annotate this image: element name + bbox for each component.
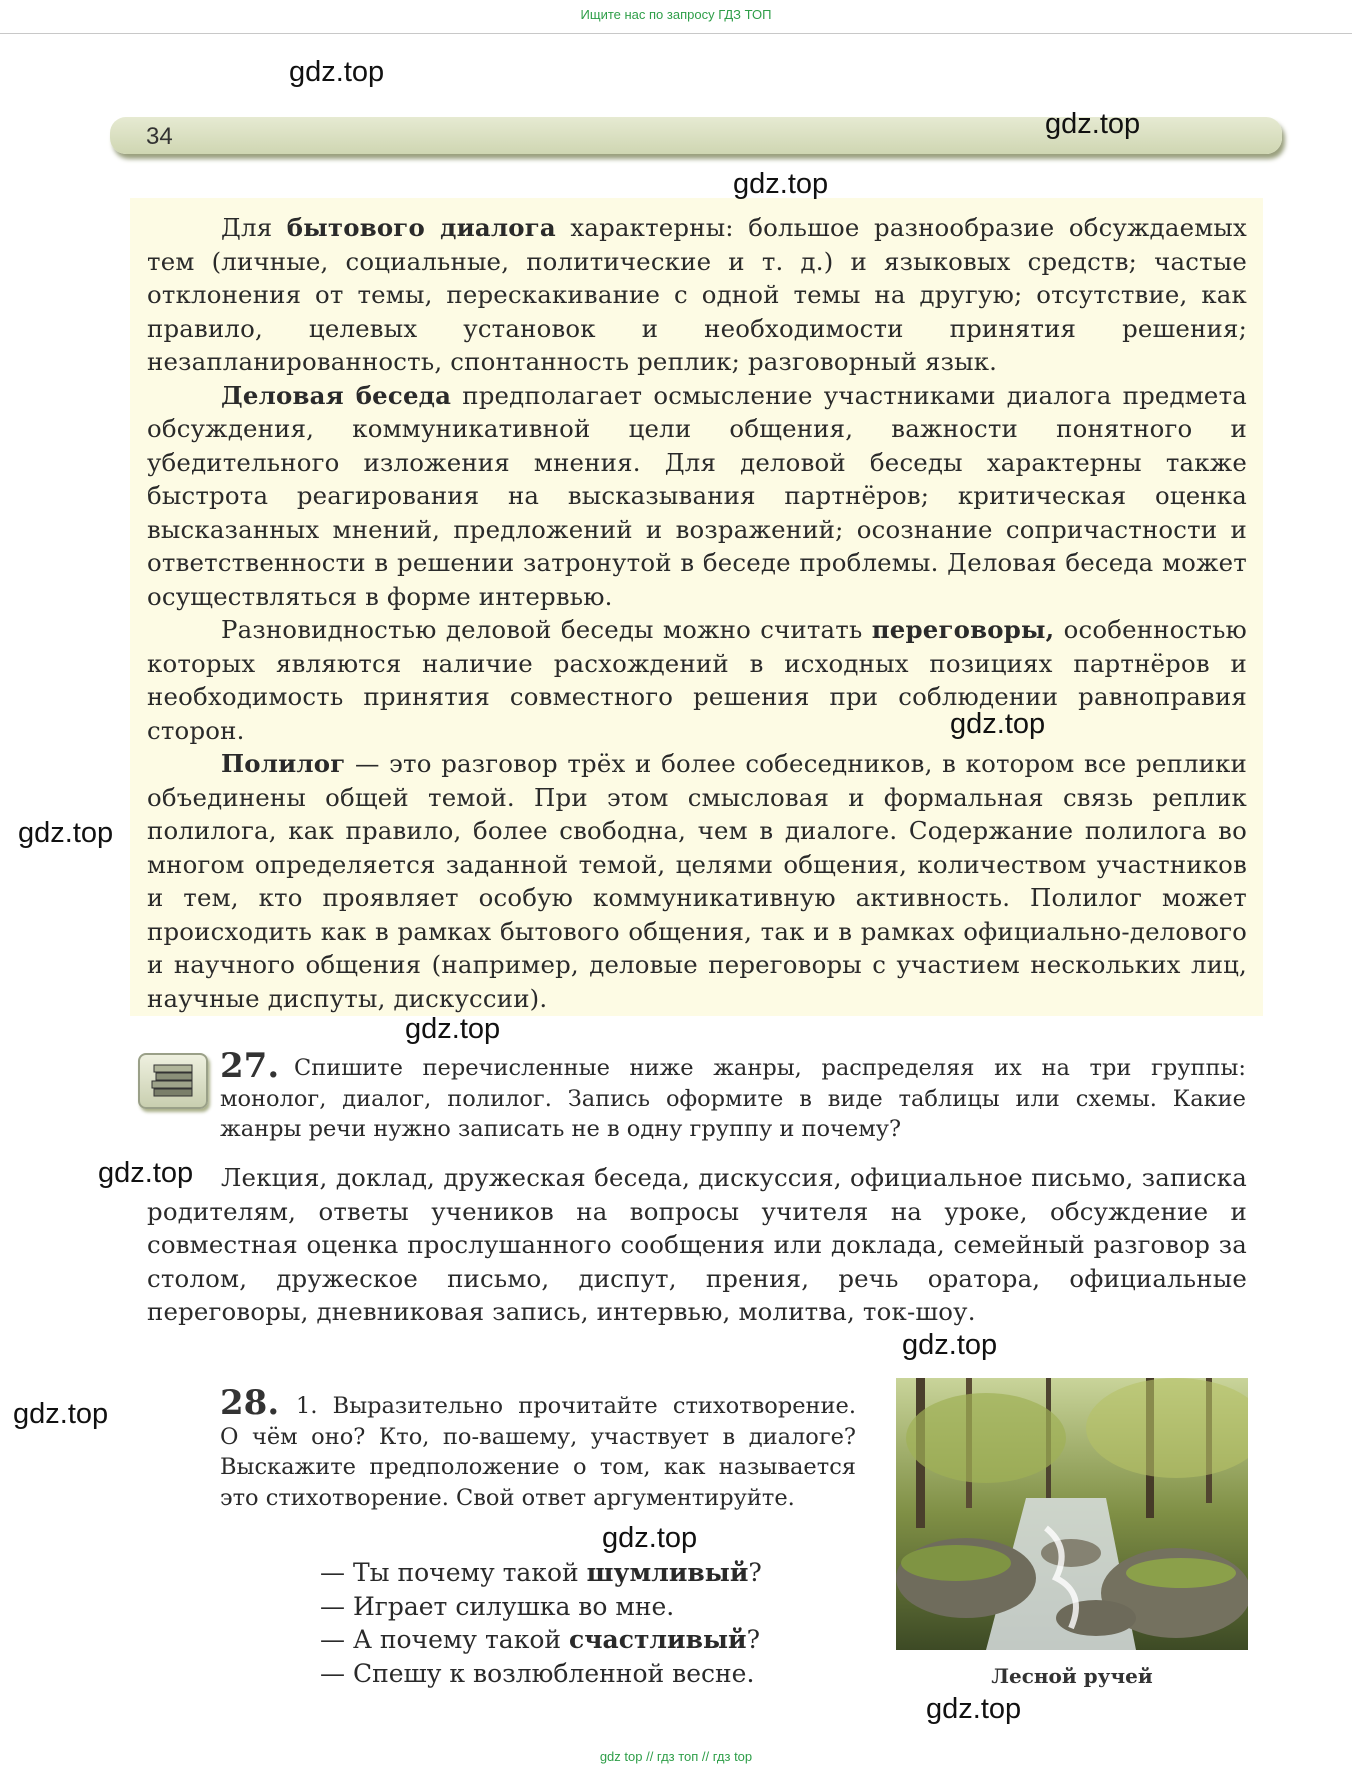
exercise-27-number: 27.	[220, 1046, 280, 1086]
watermark: gdz.top	[289, 56, 385, 88]
text-fragment: предполагает осмысление участниками диалога предмета обсуждения, коммуникативной цели общения, важности понятного и убедительного изложения мнения. Для деловой беседы характерны также быстрота реагирования на высказывания партнёров; критическая оценка высказанных мнений, предложений и возражений; осознание сопричастности и ответственности в решении затронутой в беседе проблемы. Деловая беседа может осуществляться в форме интервью.	[147, 380, 1248, 611]
genres-list: Лекция, доклад, дружеская беседа, дискуссия, официальное письмо, записка родителям, ответы учеников на вопросы учителя на уроке, обсуждение и совместная оценка прослушанного сообщения или доклада, семейный разговор за столом, дружеское письмо, диспут, прения, речь оратора, официальные переговоры, дневниковая запись, интервью, молитва, ток-шоу.	[147, 1163, 1247, 1326]
poem-line	[320, 1657, 762, 1691]
poem-line	[320, 1556, 762, 1590]
watermark: gdz.top	[13, 1398, 109, 1430]
poem-bold: шумливый	[586, 1558, 749, 1587]
forest-stream-photo	[896, 1378, 1248, 1650]
books-icon	[138, 1053, 208, 1109]
exercise-28-task: 1. Выразительно прочитайте стихотворение. О чём оно? Кто, по-вашему, участвует в диалоге? Выскажите предположение о том, как называется это стихотворение. Свой ответ аргументируйте.	[220, 1393, 856, 1511]
theory-paragraph-4	[147, 747, 1247, 1015]
watermark: gdz.top	[902, 1329, 998, 1361]
watermark: gdz.top	[602, 1522, 698, 1554]
watermark: gdz.top	[98, 1157, 194, 1189]
top-banner: Ищите нас по запросу ГДЗ ТОП	[0, 0, 1352, 34]
theory-paragraph-3	[147, 613, 1247, 747]
theory-paragraph-1	[147, 211, 1247, 379]
term-bold: переговоры,	[871, 615, 1055, 644]
term-bold: Полилог	[221, 749, 346, 778]
text-fragment: Разновидностью деловой беседы можно считать	[221, 615, 872, 644]
text-fragment: Для	[221, 213, 287, 242]
theory-paragraph-2	[147, 379, 1247, 614]
text-fragment: — это разговор трёх и более собеседников, в котором все реплики объединены общей темой. При этом смысловая и формальная связь реплик полилога, как правило, более свободна, чем в диалоге. Содержание полилога во многом определяется заданной темой, целями общения, количеством участников и тем, кто проявляет особую коммуникативную активность. Полилог может происходить как в рамках бытового общения, так и в рамках официально-делового и научного общения (например, деловые переговоры с участием нескольких лиц, научные диспуты, дискуссии).	[147, 749, 1247, 1013]
term-bold: Деловая беседа	[221, 380, 452, 410]
poem-bold: счастливый	[569, 1625, 747, 1654]
poem-text: ?	[746, 1625, 760, 1654]
page-number: 34	[146, 123, 173, 150]
poem-text: — Играет силушка во мне.	[320, 1591, 675, 1621]
watermark: gdz.top	[926, 1693, 1022, 1725]
footer-links[interactable]: gdz top // гдз топ // гдз top	[599, 1749, 753, 1764]
exercise-27-genres	[147, 1161, 1247, 1329]
exercise-27-task: Спишите перечисленные ниже жанры, распределяя их на три группы: монолог, диалог, полилог. Запись оформите в виде таблицы или схемы. Какие жанры речи нужно записать не в одну группу и почему?	[220, 1055, 1246, 1142]
photo-caption: Лесной ручей	[991, 1664, 1153, 1688]
poem-text: — Спешу к возлюбленной весне.	[320, 1658, 755, 1688]
poem-line	[320, 1590, 762, 1624]
poem-text: ?	[748, 1558, 762, 1587]
watermark: gdz.top	[1045, 108, 1141, 140]
poem-text: — А почему такой	[320, 1625, 569, 1654]
exercise-28-number: 28.	[220, 1383, 280, 1423]
text-fragment: особенностью которых являются наличие расхождений в исходных позициях партнёров и необходимость принятия совместного решения при соблюдении равноправия сторон.	[147, 615, 1247, 745]
poem-text: — Ты почему такой	[320, 1558, 587, 1587]
term-bold: бытового диалога	[286, 213, 556, 242]
watermark: gdz.top	[950, 708, 1046, 740]
poem-line	[320, 1623, 762, 1657]
theory-text	[147, 211, 1247, 1015]
watermark: gdz.top	[18, 817, 114, 849]
poem	[320, 1556, 762, 1690]
watermark: gdz.top	[405, 1013, 501, 1045]
text-fragment: характерны: большое разнообразие обсуждаемых тем (личные, социальные, политические и т. д.) и языковых средств; частые отклонения от темы, перескакивание с одной темы на другую; отсутствие, как правило, целевых установок и необходимости принятия решения; незапланированность, спонтанность реплик; разговорный язык.	[147, 213, 1247, 376]
watermark: gdz.top	[733, 168, 829, 200]
